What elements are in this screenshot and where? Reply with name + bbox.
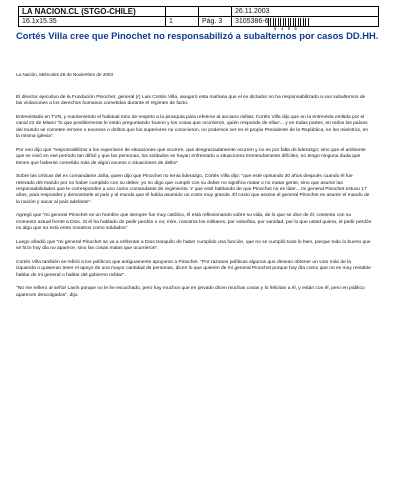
barcode-graphic (268, 18, 310, 26)
clipping-header-table (18, 6, 379, 27)
article-paragraph: "No me refiero al señor Lavín porque no le he escuchado, pero hay muchos que en privado dicen muchas cosas y lo felicitan a él, y están con él, pero en público aparecen descolgados", dijo. (16, 286, 365, 298)
article-paragraph: Sobre las críticas del ex comandante Jaña, quien dijo que Pinochet no tenía liderazgo, Cortés Villa dijo: "que esté opinando 30 años después cuando él fue relevado del mando por no haber cumplido con su deber, yo no digo que cumplir con su deber no significa matar o no matar gente, sino que asumir las responsabilidades que le corresponden a uno como comandante de regimiento. Y que esté hablando de que Pinochet no es líder... mi general Pinochet estuvo 17 años, para responder y demostrarle al país y al mundo que él había asumido un costo muy grande. El costo que asume el general Pinochet es asumir el mando de la nación y sacar al país adelante". (16, 174, 370, 205)
clipping-source: LA NACION.CL (STGO-CHILE) (19, 7, 166, 17)
article-paragraph: Cortés Villa también se refirió a los políticos que antiguamente apoyaron a Pinochet. "Por razones políticas algunos que desean obtener un voto más de la izquierda o quisieran tener el apoyo de una mayor cantidad de personas, dicen lo que quieren de mi general Pinochet porque hoy día como que no es muy rentable hablar de mi general o hablar del gobierno militar". (16, 259, 371, 278)
article-paragraph: Por eso dijo que "responsabilizar a los superiores de situaciones que ocurren, que desgraciadamente ocurren y no es por falta de liderazgo; sino que el ambiente que se vivió en ese período tan difícil y que las personas, los soldados se hayan enfrentado a situaciones tremendamente difíciles, no tengo ninguna duda que tienen que haberse cometido más de algún exceso o situaciones de delito". (16, 147, 366, 166)
article-paragraph: Luego añadió que "mi general Pinochet se va a enfrentar a Dios tranquilo de haber cumplido una función, que no se cumplió todo lo bien, porque todo lo bueno que se hizo hoy día no aparece, sino las cosas malas que ocurrieron". (16, 239, 371, 252)
clipping-count: 1 (166, 17, 199, 27)
clipping-date: 26.11.2003 (232, 7, 379, 17)
article-body (16, 95, 372, 306)
clipping-page: Pág. 3 (199, 17, 232, 27)
article-dateline: La Nación, Miércoles 26 de Noviembre de 2003 (16, 72, 114, 77)
article-title: Cortés Villa cree que Pinochet no responsabilizó a subalternos por casos DD.HH. (16, 30, 379, 41)
clipping-size: 16.1x15.35 (19, 17, 166, 27)
barcode-number: 0 3 8 6 (274, 26, 298, 31)
article-paragraph: El director ejecutivo de la Fundación Pinochet, general (r) Luis Cortés Villa, aseguró esta mañana que el ex dictador no ha responsabilizado a sus subalternos de las violaciones a los derechos humanos cometidas durante el régimen de facto. (16, 95, 366, 107)
article-paragraph: Entrevistado en TVN, y manteniendo el habitual tono de respeto a la jerarquía para referirse al anciano militar, Cortés Villa dijo que en la entrevista emitida por el canal 22 de Miami "lo que posiblemente le están preguntando 'bueno y los cosas que ocurrieron, quién responde de ellas'... y en todas partes, en todos los países del mundo se cometen errores o excesos o delitos que los superiores no conocieron, no podemos ver en el propio Presidente de la República, en los ministros, en la misma iglesia". (16, 115, 369, 140)
article-paragraph: Agregó que "mi general Pinochet es un hombre que siempre fue muy católico, él está reflexionando sobre su vida, de lo que se dice de él, contento con su momento actual frente a Dios. Si él ha hablado de pedir perdón o no, mire, nosotros los militares, por soberbia, por vanidad, por lo que usted quiera, el pedir perdón es algo que no está entre nosotros como soldados". (16, 213, 372, 232)
clipping-code: 3105386-6 (232, 17, 379, 27)
